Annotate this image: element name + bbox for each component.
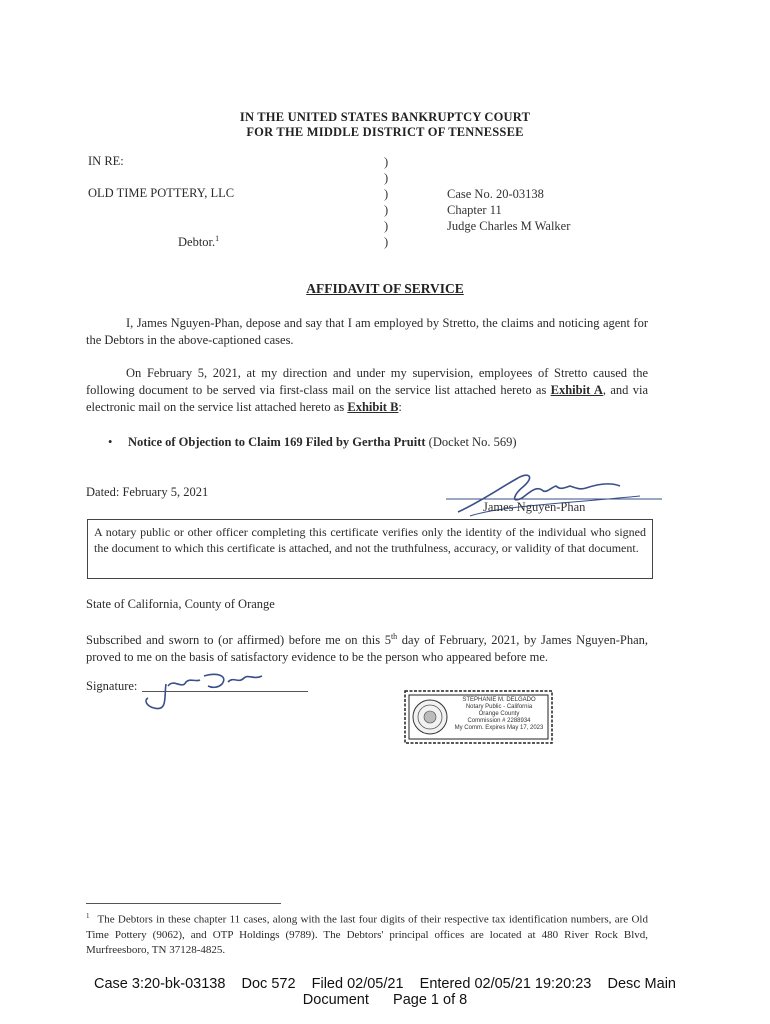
stamp-notary-name: STEPHANIE M. DELGADO (462, 697, 536, 703)
exhibit-b-ref: Exhibit B (347, 400, 399, 414)
affiant-name: James Nguyen-Phan (483, 500, 586, 514)
jurat-text-a: Subscribed and sworn to (or affirmed) before me on this 5 (86, 633, 391, 648)
notary-signature-icon (138, 668, 278, 718)
bullet-icon: • (108, 435, 113, 449)
stamp-county: Orange County (478, 711, 520, 717)
footnote-divider (86, 903, 281, 904)
paragraph-employment: I, James Nguyen-Phan, depose and say that I am employed by Stretto, the claims and noticing agent for the Debtors in the above-captioned cases. (86, 316, 648, 347)
paren: ) (384, 171, 389, 185)
footnote (86, 909, 648, 958)
case-number: Case No. 20-03138 (447, 187, 544, 201)
paren: ) (384, 219, 389, 233)
dated-line: Dated: February 5, 2021 (86, 485, 209, 499)
document-title: AFFIDAVIT OF SERVICE (306, 281, 464, 296)
served-document-title: Notice of Objection to Claim 169 Filed by Gertha Pruitt (128, 435, 426, 449)
filing-stamp-line1: Case 3:20-bk-03138 Doc 572 Filed 02/05/21 Entered 02/05/21 19:20:23 Desc Main (94, 976, 676, 992)
court-name-line2: FOR THE MIDDLE DISTRICT OF TENNESSEE (246, 125, 524, 139)
paren: ) (384, 203, 389, 217)
notary-seal-stamp (403, 689, 554, 745)
jurat-ordinal: th (390, 632, 398, 641)
filing-stamp-line2: Document Page 1 of 8 (302, 992, 468, 1008)
served-document-docket: (Docket No. 569) (425, 435, 517, 449)
debtor-label-text: Debtor. (178, 235, 216, 250)
debtor-label (178, 234, 219, 250)
signature-label: Signature: (86, 679, 138, 693)
stamp-commission: Commission # 2288934 (467, 718, 531, 724)
court-name-line1: IN THE UNITED STATES BANKRUPTCY COURT (239, 110, 531, 124)
jurat-text-b: day of February, 2021, by James Nguyen-Phan, proved to me on the basis of satisfactory evidence to be the person who appeared before me. (86, 633, 648, 665)
debtor-name: OLD TIME POTTERY, LLC (88, 186, 235, 200)
service-text-c: : (398, 400, 402, 414)
paren: ) (384, 235, 389, 249)
stamp-text (449, 697, 549, 732)
footnote-mark: 1 (86, 912, 90, 920)
chapter: Chapter 11 (447, 203, 502, 217)
stamp-expiration: My Comm. Expires May 17, 2023 (454, 725, 544, 731)
debtor-footnote-mark: 1 (215, 234, 220, 243)
jurat-paragraph (86, 628, 648, 666)
judge: Judge Charles M Walker (447, 219, 571, 233)
in-re-label: IN RE: (88, 154, 124, 168)
paren: ) (384, 187, 389, 201)
footnote-text: The Debtors in these chapter 11 cases, along with the last four digits of their respective tax identification numbers, are Old Time Pottery (9062), and OTP Holdings (9789). The Debtors' principal offices are located at 480 River Rock Blvd, Murfreesboro, TN 37128-4825. (86, 913, 648, 956)
case-info (447, 186, 570, 234)
caption-parentheses (384, 154, 388, 250)
stamp-title: Notary Public - California (465, 704, 533, 710)
service-text-a: On February 5, 2021, at my direction and under my supervision, employees of Stretto caused the following document to be served via first-class mail on the service list attached hereto as (86, 366, 648, 397)
service-text-b: , and via electronic mail on the service list attached hereto as (86, 383, 648, 414)
exhibit-a-ref: Exhibit A (550, 383, 603, 397)
paragraph-service (86, 365, 648, 416)
notary-notice-box: A notary public or other officer completing this certificate verifies only the identity of the individual who signed the document to which this certificate is attached, and not the truthfulness, accuracy, or validity of that document. (87, 519, 653, 579)
paren: ) (384, 155, 389, 169)
venue-line: State of California, County of Orange (86, 597, 275, 611)
served-document-item (108, 435, 516, 450)
